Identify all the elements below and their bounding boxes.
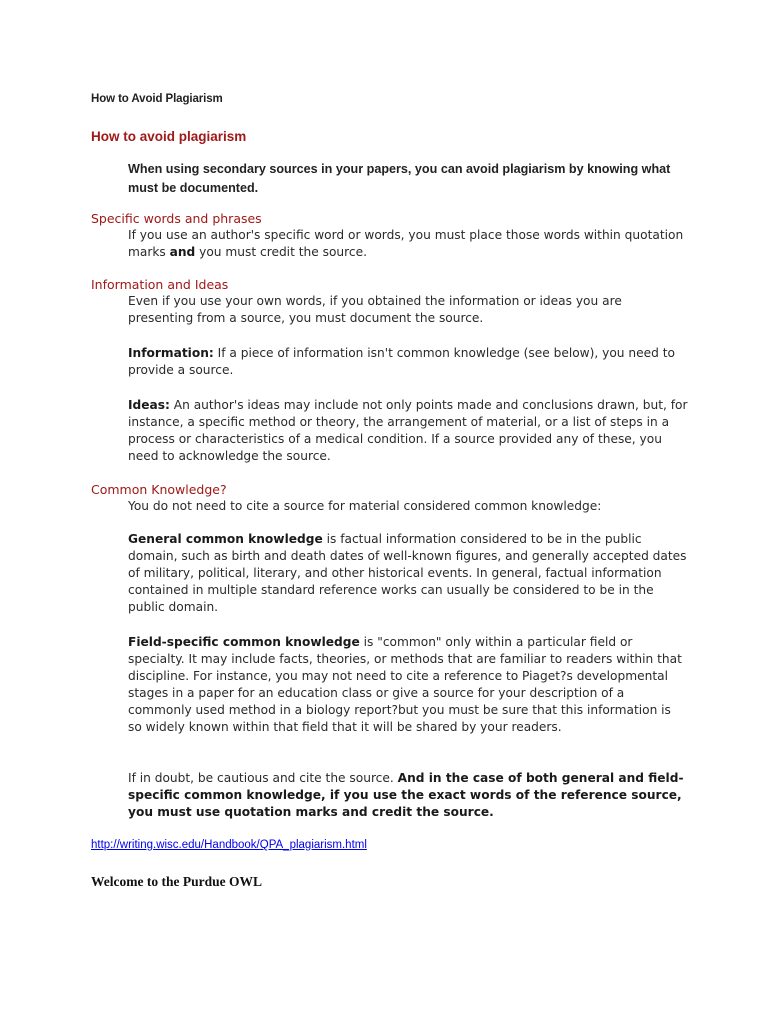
section-heading-common-knowledge: Common Knowledge?	[91, 482, 227, 497]
text-span: is factual information considered to be in the public domain, such as birth and death dates of well-known figures, and generally accepted dates of military, political, literary, and other historical events. In general, factual information contained in multiple standard reference works can usually be considered to be in the public domain.	[128, 532, 687, 614]
information-paragraph	[128, 345, 688, 379]
text-span: If a piece of information isn't common knowledge (see below), you need to provide a source.	[128, 346, 675, 377]
document-title: How to Avoid Plagiarism	[91, 93, 223, 105]
specific-words-paragraph	[128, 227, 688, 261]
bold-text: General common knowledge	[128, 532, 323, 546]
cite-source-paragraph	[128, 770, 688, 821]
bold-text: and	[169, 245, 196, 259]
text-span: If you use an author's specific word or words, you must place those words within quotation marks	[128, 228, 684, 259]
section-heading-specific-words: Specific words and phrases	[91, 211, 262, 226]
field-specific-knowledge-paragraph	[128, 634, 688, 736]
ideas-paragraph	[128, 397, 688, 465]
intro-paragraph: When using secondary sources in your papers, you can avoid plagiarism by knowing what must be documented.	[128, 162, 671, 195]
bold-text: And in the case of both general and field-specific common knowledge, if you use the exact words of the reference source, you must use quotation marks and credit the source.	[128, 771, 684, 819]
text-span: is "common" only within a particular field or specialty. It may include facts, theories, or methods that are familiar to readers within that discipline. For instance, you may not need to cite a reference to Piaget?s developmental stages in a paper for an education class or give a source for your description of a commonly used method in a biology report?but you must be sure that this information is so widely known within that field that it will be shared by your readers.	[128, 635, 682, 734]
bold-text: Ideas:	[128, 398, 170, 412]
source-link[interactable]: http://writing.wisc.edu/Handbook/QPA_plagiarism.html	[91, 839, 367, 851]
text-span: If in doubt, be cautious and cite the source.	[128, 771, 398, 785]
info-ideas-paragraph-1: Even if you use your own words, if you obtained the information or ideas you are presenting from a source, you must document the source.	[128, 294, 622, 325]
main-heading: How to avoid plagiarism	[91, 129, 247, 144]
general-common-knowledge-paragraph	[128, 531, 688, 616]
text-span: An author's ideas may include not only points made and conclusions drawn, but, for instance, a specific method or theory, the arrangement of material, or a list of steps in a process or characteristics of a medical condition. If a source provided any of these, you need to acknowledge the source.	[128, 398, 688, 463]
text-span: you must credit the source.	[195, 245, 367, 259]
common-knowledge-paragraph-1: You do not need to cite a source for material considered common knowledge:	[128, 499, 602, 513]
section-heading-information-ideas: Information and Ideas	[91, 277, 229, 292]
footer-heading: Welcome to the Purdue OWL	[91, 874, 262, 889]
bold-text: Information:	[128, 346, 214, 360]
bold-text: Field-specific common knowledge	[128, 635, 360, 649]
